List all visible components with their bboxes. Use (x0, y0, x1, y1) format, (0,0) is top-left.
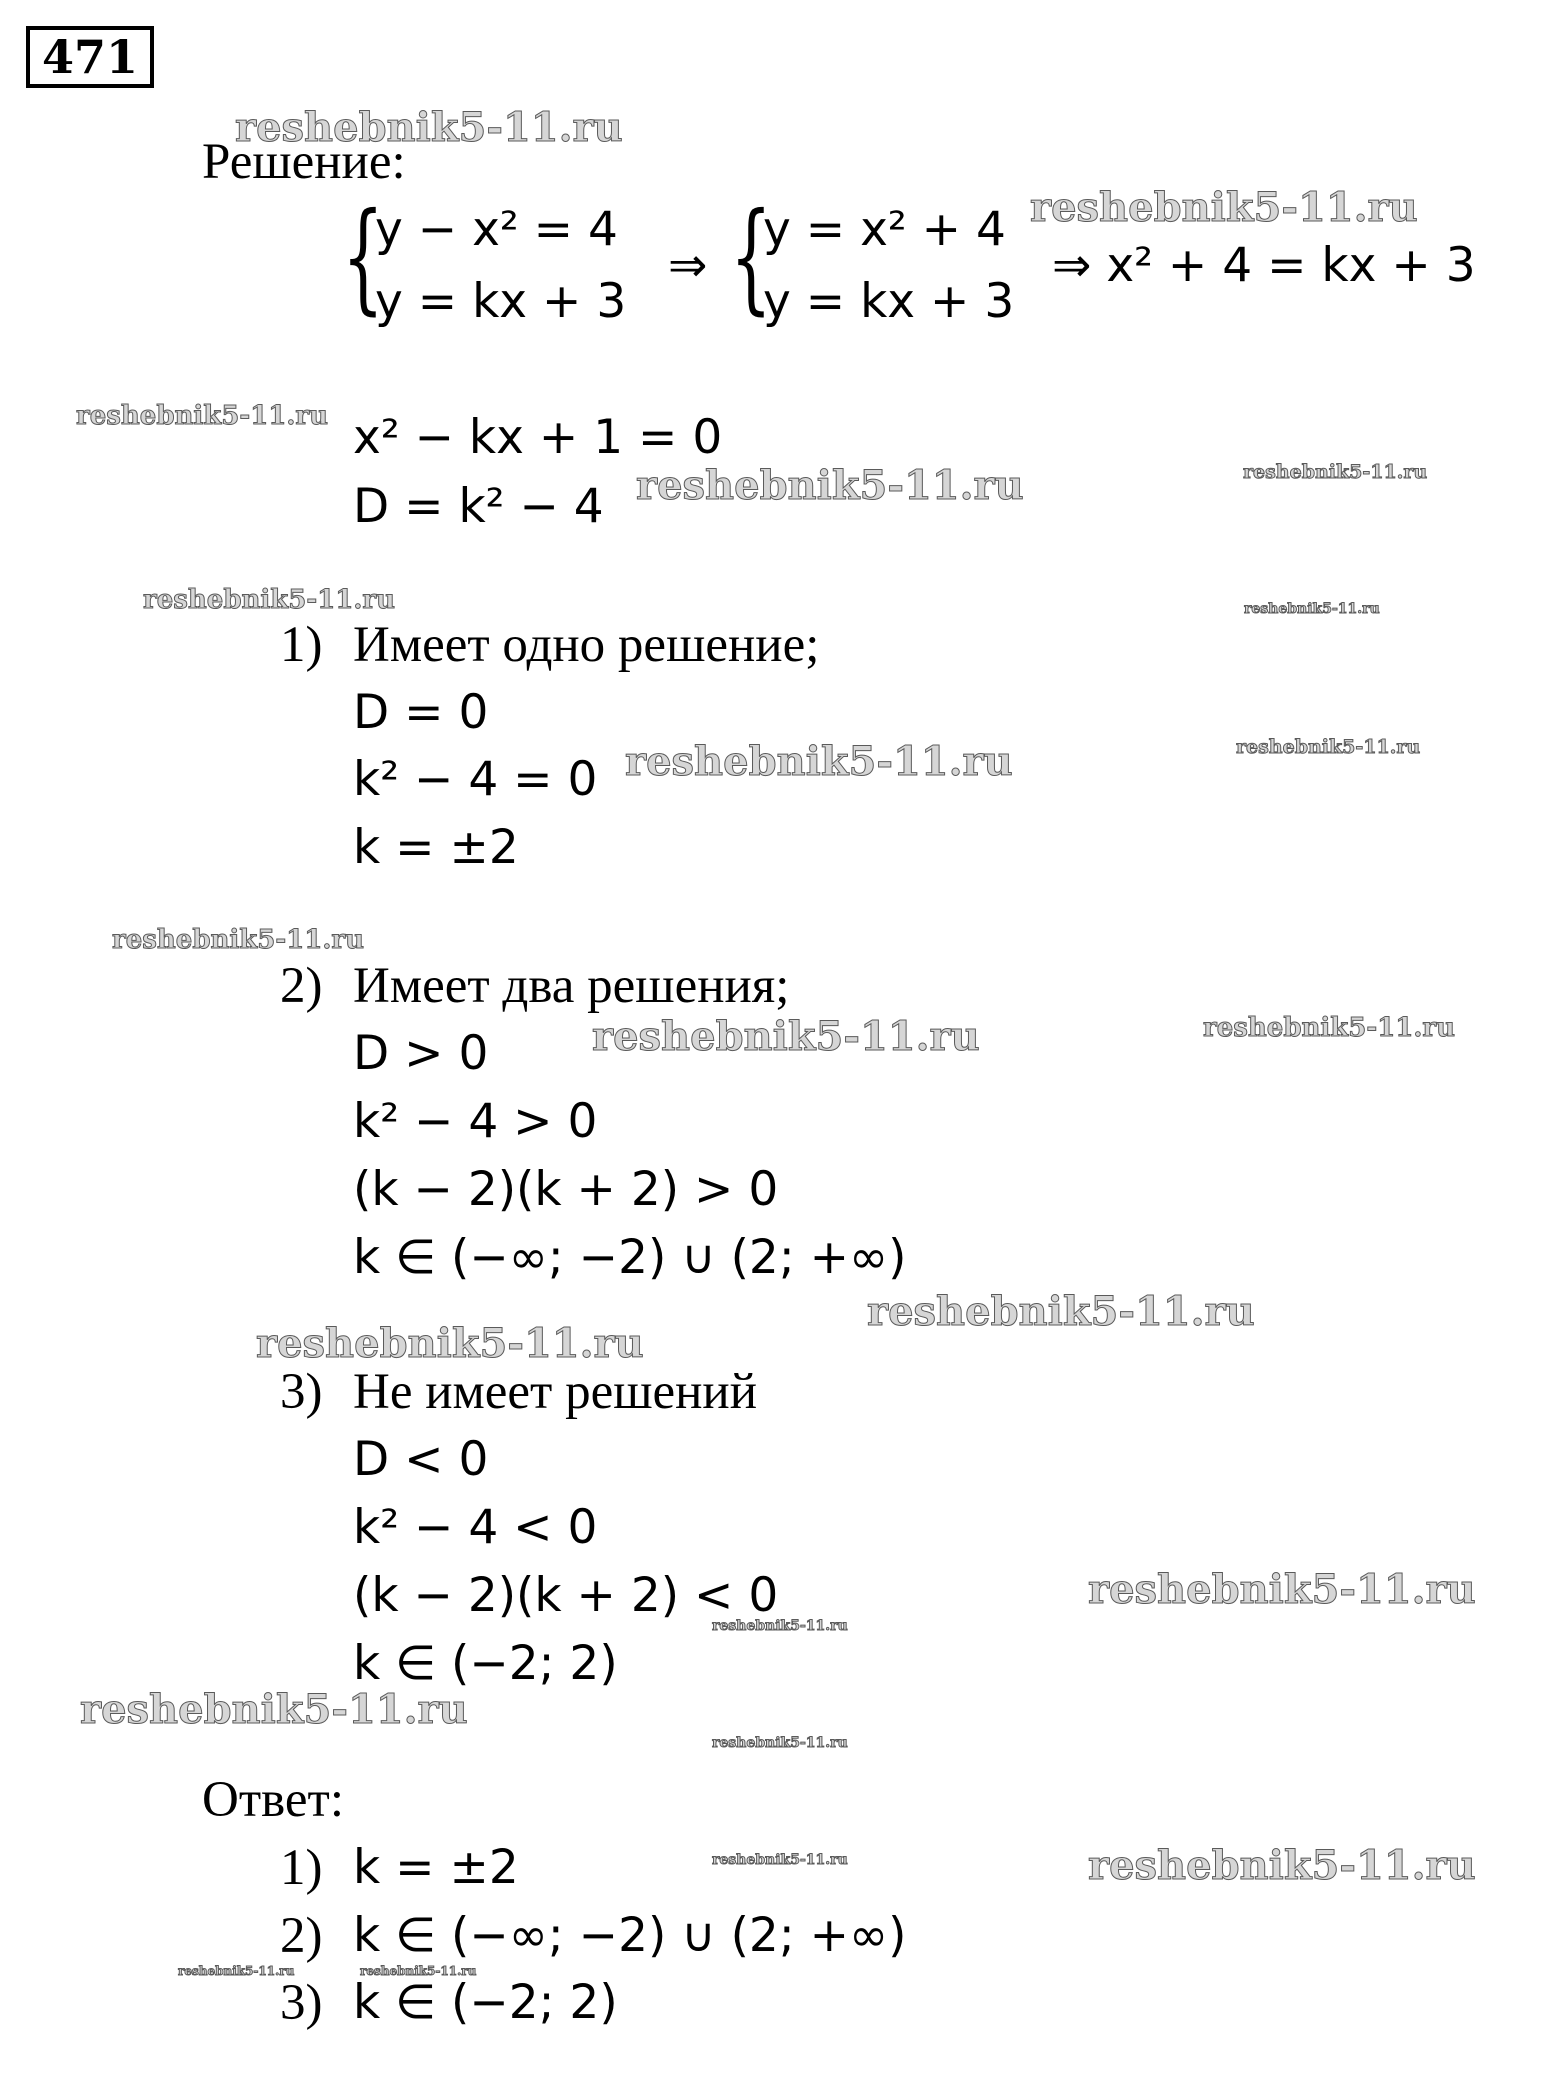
implies-arrow: ⇒ (668, 238, 708, 293)
discriminant: D = k² − 4 (353, 479, 604, 534)
answer3-number: 3) (280, 1975, 323, 2031)
case2-line1: D > 0 (353, 1026, 489, 1081)
right-brace: { (730, 188, 772, 327)
quadratic-equation: x² − kx + 1 = 0 (353, 410, 723, 465)
left-brace: { (342, 188, 384, 327)
watermark: reshebnik5-11.ru (80, 1686, 468, 1733)
case2-line2: k² − 4 > 0 (353, 1094, 598, 1149)
watermark: reshebnik5-11.ru (712, 1735, 848, 1751)
watermark: reshebnik5-11.ru (112, 925, 365, 955)
watermark: reshebnik5-11.ru (712, 1618, 848, 1634)
case1-label: Имеет одно решение; (353, 617, 820, 673)
answer1-text: k = ±2 (353, 1840, 519, 1895)
watermark: reshebnik5-11.ru (178, 1964, 295, 1978)
watermark: reshebnik5-11.ru (625, 738, 1013, 785)
answer3-text: k ∈ (−2; 2) (353, 1975, 618, 2030)
system-left-eq2: y = kx + 3 (375, 274, 627, 329)
watermark: reshebnik5-11.ru (1243, 461, 1428, 483)
watermark: reshebnik5-11.ru (1236, 736, 1421, 758)
case3-line1: D < 0 (353, 1432, 489, 1487)
case3-line3: (k − 2)(k + 2) < 0 (353, 1568, 779, 1623)
watermark: reshebnik5-11.ru (76, 401, 329, 431)
watermark: reshebnik5-11.ru (1088, 1842, 1476, 1889)
watermark: reshebnik5-11.ru (360, 1964, 477, 1978)
case2-line4: k ∈ (−∞; −2) ∪ (2; +∞) (353, 1230, 907, 1285)
combined-equation: ⇒ x² + 4 = kx + 3 (1052, 238, 1476, 293)
case2-number: 2) (280, 958, 323, 1014)
watermark: reshebnik5-11.ru (712, 1852, 848, 1868)
watermark: reshebnik5-11.ru (143, 585, 396, 615)
answer2-text: k ∈ (−∞; −2) ∪ (2; +∞) (353, 1908, 907, 1963)
case3-label: Не имеет решений (353, 1364, 758, 1420)
watermark: reshebnik5-11.ru (867, 1288, 1255, 1335)
watermark: reshebnik5-11.ru (1244, 601, 1380, 617)
watermark: reshebnik5-11.ru (1030, 184, 1418, 231)
answer2-number: 2) (280, 1908, 323, 1964)
watermark: reshebnik5-11.ru (1203, 1013, 1456, 1043)
watermark: reshebnik5-11.ru (235, 104, 623, 151)
case3-line2: k² − 4 < 0 (353, 1500, 598, 1555)
system-left-eq1: y − x² = 4 (375, 202, 618, 257)
answer1-number: 1) (280, 1840, 323, 1896)
case2-line3: (k − 2)(k + 2) > 0 (353, 1162, 779, 1217)
system-right-eq1: y = x² + 4 (763, 202, 1006, 257)
problem-number: 471 (26, 26, 154, 88)
case3-line4: k ∈ (−2; 2) (353, 1636, 618, 1691)
case1-line3: k = ±2 (353, 820, 519, 875)
answer-label: Ответ: (202, 1772, 344, 1828)
solution-label: Решение: (202, 134, 406, 190)
system-right-eq2: y = kx + 3 (763, 274, 1015, 329)
case3-number: 3) (280, 1364, 323, 1420)
case1-line2: k² − 4 = 0 (353, 752, 598, 807)
watermark: reshebnik5-11.ru (256, 1320, 644, 1367)
case2-label: Имеет два решения; (353, 958, 790, 1014)
watermark: reshebnik5-11.ru (636, 462, 1024, 509)
case1-number: 1) (280, 617, 323, 673)
watermark: reshebnik5-11.ru (1088, 1566, 1476, 1613)
watermark: reshebnik5-11.ru (592, 1013, 980, 1060)
case1-line1: D = 0 (353, 685, 489, 740)
